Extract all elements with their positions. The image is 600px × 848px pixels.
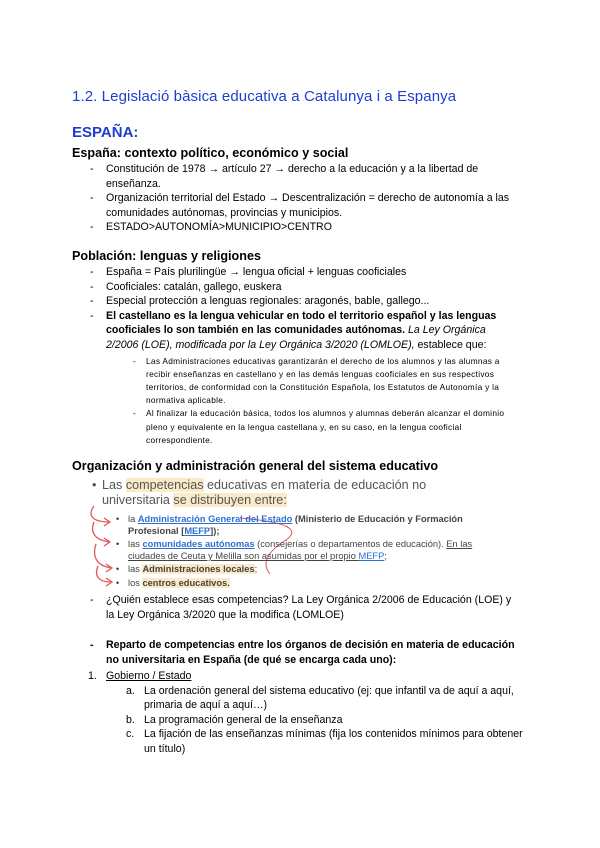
list-item: - Especial protección a lenguas regionales: aragonés, bable, gallego... <box>90 295 430 308</box>
embedded-screenshot: • Las competencias educativas en materia de educación no universitaria se distribuyen entre: • la Administración General del Estado (Ministerio de Educación y Formación Profesional [MEFP]); • las comunidades autónomas (consejerías o departamentos de educación). En las ciudades de Ceuta y Melilla son asumidas por el propio MEFP; • las Administraciones locales; • los centros educativos. <box>90 474 515 592</box>
sub-list-item: c. La fijación de las enseñanzas mínimas (fija los contenidos mínimos para obtener un título) <box>126 728 523 755</box>
context-title: España: contexto político, económico y social <box>72 146 349 160</box>
screenshot-item-state: la Administración General del Estado (Ministerio de Educación y Formación Profesional [MEFP]); <box>128 514 463 536</box>
sub-list <box>106 684 526 757</box>
section-heading: 1.2. Legislació bàsica educativa a Catalunya i a Espanya <box>72 88 457 105</box>
organization-title: Organización y administración general del sistema educativo <box>72 459 439 473</box>
sub-list <box>106 355 516 447</box>
context-list <box>72 162 516 235</box>
list-item: - España = País plurilingüe → lengua oficial + lenguas cooficiales <box>90 266 407 278</box>
screenshot-item-regions: las comunidades autónomas (consejerías o departamentos de educación). En las ciudades de Ceuta y Melilla son asumidas por el propio MEFP; <box>128 539 473 561</box>
question-list <box>72 593 516 622</box>
screenshot-intro: Las competencias educativas en materia de educación no universitaria se distribuyen entre: <box>102 478 427 507</box>
list-item: - ¿Quién establece esas competencias? La Ley Orgánica 2/2006 de Educación (LOE) y la Ley Orgánica 3/2020 que la modifica (LOMLOE) <box>90 594 512 621</box>
country-heading: ESPAÑA: <box>72 124 139 141</box>
sub-list-item: b. La programación general de la enseñanza <box>126 713 343 726</box>
list-item: 1. Gobierno / Estado a. La ordenación general del sistema educativo (ej: que infantil va de aquí a aquí, primaria de aquí a aquí…) b. La programación general de la enseñanza c. La fijación de las enseñanzas mínimas (fija los contenidos mínimos para obtener un título) <box>72 669 526 757</box>
list-item: - El castellano es la lengua vehicular en todo el territorio español y las lenguas cooficiales lo son también en las comunidades autónomas. La Ley Orgánica 2/2006 (LOE), modificada por la Ley Orgánica 3/2020 (LOMLOE), establece que: - Las Administraciones educativas garantizarán el derecho de los alumnos y las alumnas a recibir enseñanzas en castellano y en las demás lenguas cooficiales en sus respectivos territorios, de conformidad con la Constitución Española, los Estatutos de Autonomía y la normativa aplicable. - Al finalizar la educación básica, todos los alumnos y alumnas deberán alcanzar el dominio pleno y equivalente en la lengua castellana y, en su caso, en la lengua cooficial correspondiente. <box>72 309 516 447</box>
distribution-numbered-list <box>72 669 526 757</box>
screenshot-item-schools: los centros educativos. <box>128 578 230 588</box>
sub-list-item: - Las Administraciones educativas garantizarán el derecho de los alumnos y las alumnas a recibir enseñanzas en castellano y en las demás lenguas cooficiales en sus respectivos territorios, de conformidad con la Constitución Española, los Estatutos de Autonomía y la normativa aplicable. <box>133 355 500 406</box>
list-item: - Cooficiales: catalán, gallego, euskera <box>90 280 282 293</box>
population-list <box>72 265 516 449</box>
screenshot-item-local: las Administraciones locales; <box>128 564 258 574</box>
population-title: Población: lenguas y religiones <box>72 249 261 263</box>
list-item: - Constitución de 1978 → artículo 27 → derecho a la educación y a la libertad de enseñanza. <box>90 163 479 190</box>
list-item: - Organización territorial del Estado → Descentralización = derecho de autonomía a las comunidades autónomas, provincias y municipios. <box>90 192 510 219</box>
sub-list-item: - Al finalizar la educación básica, todos los alumnos y alumnas deberán alcanzar el dominio pleno y equivalente en la lengua castellana y, en su caso, en la lengua cooficial correspondiente. <box>133 408 505 445</box>
list-item: - Reparto de competencias entre los órganos de decisión en materia de educación no universitaria en España (de qué se encarga cada uno): <box>90 639 515 666</box>
list-item: - ESTADO>AUTONOMÍA>MUNICIPIO>CENTRO <box>90 221 332 234</box>
distribution-list <box>72 638 516 667</box>
sub-list-item: a. La ordenación general del sistema educativo (ej: que infantil va de aquí a aquí, primaria de aquí a aquí…) <box>126 684 514 712</box>
